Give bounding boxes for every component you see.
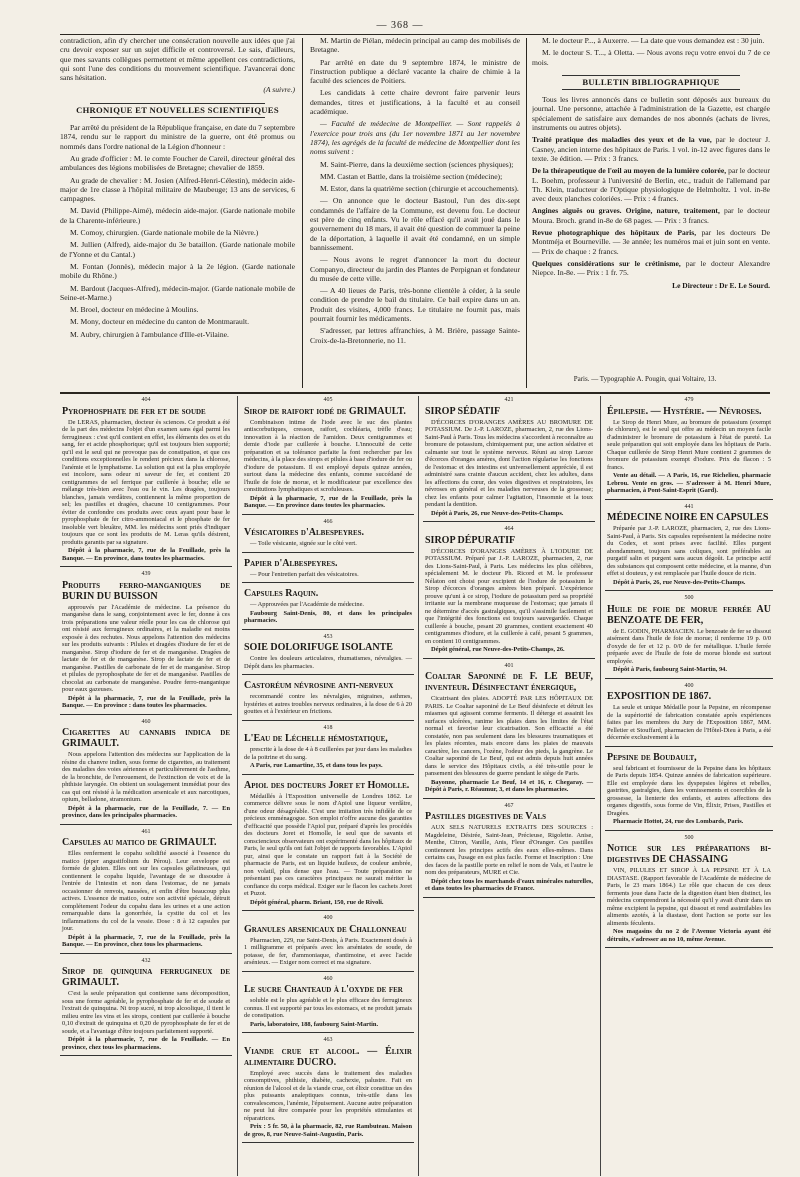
- ad-body: prescrite à la dose de 4 à 8 cuillerées par jour dans les maladies de la poitrine et du sang.: [244, 746, 412, 761]
- column-chronique: [60, 36, 295, 392]
- ad-title: SOIE DOLORIFUGE ISOLANTE: [244, 642, 393, 653]
- ad-depot: Nos magasins du no 2 de l'Avenue Victoria ayant été détruits, s'adresser au no 10, même Avenue.: [607, 928, 771, 943]
- ad-depot: Dépôt à la pharmacie, 7, rue de la Feuillade, près la Banque. — En province, dans toutes les pharmacies.: [62, 547, 230, 562]
- advertisement: [605, 750, 773, 831]
- advertisement: [605, 834, 773, 949]
- column-divider: [526, 38, 527, 388]
- ad-body: Cicatrisant des plaies. ADOPTÉ PAR LES HÔPITAUX DE PARIS. Le Coaltar saponiné de Le Beuf désinfecte et détruit les miasmes qui agissent comme ferments. Il déterge et assainit les surfaces ulcérées, ranime les plaies dans les limites de l'état normal et favorise leur cicatrisation. Son efficacité a été constatée, non pas seulement dans les blessures traumatiques et les plaies récentes, mais encore dans les plaies de mauvais caractère, les cancers, l'ozène, l'odeur des pieds, la gangrène. Le Coaltar saponiné de Le Beuf, qui est admis depuis huit années dans le service des Hôpitaux civils, a été très-utile pour le pansement des blessures de guerre pendant le siège de Paris.: [425, 695, 593, 777]
- ad-body: Combinaison intime de l'iode avec le suc des plantes antiscorbutiques, cresson, raifort, cochléaria, trèfle d'eau; innovation à la réaction de l'amidon. Deux centigrammes et demie d'iode par cuillerée à bouche. L'innocuité de cette préparation et sa tolérance parfaite la font rechercher par les médecins, à la place des sirops et pilules à base d'iodure de fer ou d'iodure de potassium. Il est employé depuis quinze années, surtout dans la médecine des enfants, comme succédané de l'huile de foie de morue, et le modificateur par excellence des constitutions lymphatiques et scrofuleuses.: [244, 418, 412, 493]
- column-nouvelles: [310, 36, 520, 392]
- ad-body: D'ÉCORCES D'ORANGES AMÈRES À L'IODURE DE POTASSIUM. Préparé par J.-P. LAROZE, pharmacien, 2, rue des Lions-Saint-Paul, à Paris. Les médecins les plus célèbres, spécialement M. le docteur Ph. Ricord et M. le professeur Nélaton ont choisi pour excipient de l'iodure de potassium le Sirop d'écorces d'oranges amères bien préparé. L'expérience prouve qu'uni à ce sirop, l'iodure de potassium perd sa propriété irritante sur la membrane muqueuse de l'estomac; que jamais il ne détermine d'accès gastralgiques, qu'il s'assimile facilement et que l'intégrité des fonctions est toujours sauvegardée. Chaque cuillerée à bouche, pesant 20 grammes, contient exactement 40 centigrammes d'iodure, et la cuillerée à café, pesant 5 grammes, en contient 10 centigrammes.: [425, 547, 593, 645]
- advertisement: [60, 718, 232, 825]
- ad-number: 460: [323, 975, 333, 982]
- ad-body: recommandé contre les névralgies, migraines, asthmes, hystéries et autres troubles nerveux ordinaires, à la dose de 6 à 20 gouttes et à l'extérieur en frictions.: [244, 693, 412, 715]
- section-title-chronique: CHRONIQUE ET NOUVELLES SCIENTIFIQUES: [60, 103, 295, 118]
- ad-depot: Bayonne, pharmacie Le Beuf, 14 et 16, r. Chegaray. — Dépôt à Paris, r. Réaumur, 3, et dans les pharmacies.: [425, 778, 593, 793]
- ad-depot: Dépôt à Paris, faubourg Saint-Martin, 94.: [613, 666, 727, 673]
- ad-number: 439: [141, 571, 151, 577]
- ad-depot: Dépôt à la pharmacie, 7, rue de la Feuillade, près la Banque. — En province : dans toutes les pharmacies.: [62, 694, 230, 709]
- advertisement: [242, 396, 414, 515]
- paragraph: MM. Castan et Battle, dans la troisième section (médecine);: [320, 171, 503, 181]
- paragraph: M. Aubry, chirurgien à l'ambulance d'Ille-et-Vilaine.: [70, 329, 229, 339]
- column-divider: [302, 38, 303, 388]
- ad-number: 418: [323, 724, 333, 731]
- ad-depot: Dépôt à la pharmacie, 7, rue de la Feuillade, près la Banque. — En province dans toutes les pharmacies.: [244, 494, 412, 509]
- book-details: par le docteur Alexandre Niepce. In-8e. — Prix : 1 fr. 75.: [532, 258, 770, 278]
- ad-number: 453: [323, 633, 333, 640]
- ad-depot: Dépôt à Paris, 26, rue Neuve-des-Petits-Champs.: [431, 509, 564, 517]
- ad-depot: Dépôt à la pharmacie, 7, rue de la Feuillade. — En province, chez tous les pharmaciens.: [62, 1036, 230, 1051]
- advertisement: [60, 957, 232, 1057]
- advertisement: [423, 396, 595, 522]
- paragraph: M. Saint-Pierre, dans la deuxième section (sciences physiques);: [320, 159, 514, 169]
- ad-depot: Vente au détail. — A Paris, 16, rue Richelieu, pharmacie Lebrou. Vente en gros. — S'adresser à M. Henri Mure, pharmacien, à Pont-Saint-Esprit (Gard).: [607, 472, 771, 494]
- ad-title: Sirop de raifort iodé de GRIMAULT.: [244, 405, 406, 417]
- advertisement: [605, 682, 773, 747]
- ads-separator: [60, 392, 770, 394]
- ad-body: Employé avec succès dans le traitement des maladies consomptives, phthisie, diabète, cachexie, palustre. Fait en réunion de l'alcool et de la viande crue, cet élixir constitue un des plus puissants analeptiques connus, très-utile dans les convalescences, l'anémie, l'épuisement. Aucune autre préparation ne peut lui être comparée pour les propriétés stimulantes et réparatrices.: [244, 1069, 412, 1122]
- advertisement: [242, 518, 414, 553]
- column-divider: [418, 396, 419, 1176]
- ad-body: Contre les douleurs articulaires, rhumatismes, névralgies. — Dépôt dans les pharmacies.: [244, 655, 412, 670]
- advertisement: [605, 503, 773, 592]
- top-rule: [60, 34, 760, 35]
- advertisement: [242, 678, 414, 721]
- ad-body: seul fabricant et fournisseur de la Pepsine dans les hôpitaux de Paris depuis 1854. Quinze années de fabrication supérieure. Elle est employée dans les dyspepsies légères et rebelles, gastrites, gastralgies, dans les vomissements et coercibles de la grossesse, la lienterie des enfants, et autres affections des organes digestifs, sous forme de Vin, Élixir, Prises, Pastilles et Dragées.: [607, 764, 771, 817]
- ad-body: de E. GODIN, PHARMACIEN. Le benzoate de fer se dissout aisément dans l'huile de foie de morue; il renferme 19 p. 0/0 d'oxyde de fer et 12 p. 0/0 de fer métallique. L'huile ferrée préparée avec de l'huile de foie de morue blonde est surtout employée.: [607, 627, 771, 665]
- paragraph: M. le docteur P..., à Auxerre. — La date que vous demandez est : 30 juin.: [542, 36, 765, 45]
- column-bulletin: [532, 36, 770, 376]
- paragraph: — Faculté de médecine de Montpellier. — Sont rappelés à l'exercice pour trois ans (du 1er novembre 1871 au 1er novembre 1874), les agrégés de la faculté de médecine de Montpellier dont les noms suivent :: [310, 119, 520, 157]
- ad-depot: Faubourg Saint-Denis, 80, et dans les principales pharmacies.: [244, 609, 412, 624]
- bulletin-entry: [532, 259, 770, 278]
- ads-column-2: [242, 396, 414, 1174]
- paragraph: M. Broel, docteur en médecine à Moulins.: [70, 305, 199, 315]
- ad-number: 404: [141, 397, 151, 403]
- ad-depot: Dépôt à la pharmacie, rue de la Feuillade, 7. — En province, dans les principales pharmacies.: [62, 804, 230, 819]
- ad-number: 466: [323, 518, 333, 525]
- ad-body: De LERAS, pharmacien, docteur ès sciences. Ce produit a été de la part des médecins l'objet d'un examen sans égal parmi les ferrugineux : c'est qu'il contient en effet, les éléments des os et du sang, fer et acide phosphorique; qu'il est toujours bien supporté; qu'il est le seul qui ne provoque pas de constipation, et que ces conditions exceptionnelles le rendent précieux dans la chlorose, l'anémie et le lymphatisme. La solution qui est la plus employée est incolore, sans odeur ni saveur de fer, et contient 20 centigrammes de sel ferrique par cuillerée à bouche; elle se mélange très-bien avec l'eau ou le vin. Les dragées, toujours blanches, jamais verdâtres, contiennent la même proportion de sel; les pastilles et dragées, chacune 10 centigrammes. Pour éviter de confondre ces produits avec ceux ayant pour base le pyrophosphate de fer citro-ammoniacal et le phosphate de fer insoluble vert bleuâtre, MM. les médecins sont priés d'indiquer toujours que ce sont les produits de M. Leras qu'ils désirent, produits garantis par sa signature.: [62, 418, 230, 546]
- ad-number: 421: [504, 397, 514, 403]
- ad-number: 464: [504, 526, 514, 532]
- ad-title: Vésicatoires d'Albespeyres.: [244, 527, 364, 538]
- book-details: par le docteur J. Casney, ancien interne des hôpitaux de Paris. 1 vol. in-12 avec figures dans le texte. 3e édition. — Prix : 3 francs.: [532, 135, 770, 163]
- paragraph: M. le docteur S. T..., à Oletta. — Nous avons reçu votre envoi du 7 de ce mois.: [532, 48, 770, 67]
- column-divider: [237, 396, 238, 1176]
- bulletin-entry: [532, 228, 770, 256]
- ad-title: L'Eau de Léchelle hémostatique,: [244, 733, 388, 744]
- ad-number: 405: [323, 397, 333, 403]
- ad-body: C'est la seule préparation qui contienne sans décomposition, sous une forme agréable, le pyrophosphate de fer et de soude et l'extrait de quinquina. Ni trop sucré, ni trop alcoolique, il tient le milieu entre les vins et les sirops, contient par cuillerée à bouche 0,10 d'extrait de quinquina et 0,20 de pyrophosphate de fer et de soude, et a l'avantage d'être toujours parfaitement supporté.: [62, 990, 230, 1035]
- bulletin-entry: [532, 206, 770, 225]
- ad-depot: Pharmacie Hottot, 24, rue des Lombards, Paris.: [613, 818, 744, 825]
- ad-number: 441: [684, 503, 694, 510]
- intro-paragraph: contradiction, afin d'y chercher une consécration nouvelle aux idées que j'ai cru devoir exposer sur un sujet difficile et controversé. Le sais, d'ailleurs, que mes savants collègues permettent et même appellent ces contradictions, qui sont l'une des conditions du mouvement scientifique. J'avancerai donc sans hésitation.: [60, 36, 295, 83]
- ad-title: Capsules Raquin.: [244, 588, 319, 599]
- ad-title: Pyrophosphate de fer et de soude: [62, 405, 206, 417]
- ad-depot: Dépôt général, pharm. Briant, 150, rue de Rivoli.: [250, 898, 384, 906]
- ad-depot: Dépôt à Paris, 26, rue Neuve-des-Petits-Champs.: [613, 578, 746, 586]
- advertisement: [242, 556, 414, 584]
- advertisement: [242, 586, 414, 630]
- ad-depot: Dépôt général, rue Neuve-des-Petits-Champs, 26.: [431, 646, 565, 653]
- ad-depot: Dépôt à la pharmacie, 7, rue de la Feuillade, près la Banque. — En province, chez tous les pharmaciens.: [62, 933, 230, 948]
- bulletin-entry: [532, 166, 770, 203]
- paragraph: — Nous avons le regret d'annoncer la mort du docteur Companyo, directeur du jardin des Plantes de Perpignan et fondateur du musée de cette ville.: [310, 255, 520, 283]
- section-title-bulletin: BULLETIN BIBLIOGRAPHIQUE: [532, 75, 770, 90]
- paragraph: M. Jullien (Alfred), aide-major du 3e bataillon. (Garde nationale mobile de l'Yonne et du Cantal.): [60, 240, 295, 259]
- ad-body: Pharmacien, 229, rue Saint-Denis, à Paris. Exactement dosés à 1 milligramme et préparés avec les arséniates de soude, de potasse, de fer, d'ammoniaque, d'antimoine, et avec l'acide arsénieux. — Exiger nom correct et ma signature.: [244, 936, 412, 966]
- paragraph: M. Bardout (Jacques-Alfred), médecin-major. (Garde nationale mobile de Seine-et-Marne.): [60, 283, 295, 302]
- paragraph: M. Mony, docteur en médecine du canton de Montmarault.: [70, 317, 249, 327]
- printer-line: Paris. — Typographie A. Pougin, quai Voltaire, 13.: [573, 375, 717, 383]
- ad-number: 479: [684, 397, 694, 403]
- ad-body: Le Sirop de Henri Mure, au bromure de potassium (exempt de chlorure), est le seul qui offre au médecin un moyen facile d'administrer le bromure de potassium à l'état de pureté. La seule préparation qui soit employée dans les hôpitaux de Paris. Chaque cuillerée de Sirop Henri Mure contient 2 grammes de bromure de potassium exempt d'iodure. Prix du flacon : 5 francs.: [607, 418, 771, 471]
- ad-body: AUX SELS NATURELS EXTRAITS DES SOURCES : Magdeleine, Désirée, Saint-Jean, Précieuse, Rigolette. Anise, Menthe, Citron, Vanille, Anis, Fleur d'Oranger. Ces pastilles contiennent les principes actifs des eaux elles-mêmes. Dans certains cas, l'usage en est plus facile. Forme et Inscription : Une des faces de la pastille porte en relief le nom de Vals, et l'autre le nom des préparateurs, MURE et Cie.: [425, 824, 593, 876]
- book-details: par le docteur L. Boehm, professeur à l'université de Berlin, etc., traduit de l'allemand par Th. Klein, traducteur de l'Optique physiologique de Helmholtz. 1 vol. in-8e avec deux planches coloriées. — Prix : 4 francs.: [532, 166, 770, 204]
- paragraph: Par arrêté du président de la République française, en date du 7 septembre 1874, rendu sur le rapport du ministre de la guerre, ont été promus ou nommés dans l'ordre national de la Légion d'honneur :: [60, 123, 295, 151]
- a-suivre: (A suivre.): [263, 85, 295, 95]
- ad-title: Épilepsie. — Hystérie. — Névroses.: [607, 405, 762, 417]
- ad-title: Viande crue et alcool. — Élixir alimentaire DUCRO.: [244, 1045, 412, 1068]
- ad-body: VIN, PILULES ET SIROP À LA PEPSINE ET À LA DIASTASE. (Rapport favorable de l'Académie de médecine de Paris, le 23 mars 1864.) Le rôle que chacun de ces deux ferments joue dans l'acte de la digestion étant bien distinct, les médecins comprendront la nécessité qu'il y avait d'unir dans un même excipient la pepsine, qui dissout et rend assimilables les aliments azotés, à la diastase, dont l'action se porte sur les aliments féculents.: [607, 867, 771, 927]
- ad-body: soluble est le plus agréable et le plus efficace des ferrugineux connus. Il est supporté par tous les estomacs, et ne produit jamais de constipation.: [244, 997, 412, 1019]
- paragraph: Au grade de chevalier : M. Josien (Alfred-Henri-Célestin), médecin aide-major de 1re classe à l'hôpital militaire de Maubeuge; 13 ans de services, 6 campagnes.: [60, 175, 295, 204]
- advertisement: [423, 802, 595, 898]
- ad-title: MÉDECINE NOIRE EN CAPSULES: [607, 512, 769, 523]
- ad-title: Granules arsenicaux de Challonneau: [244, 923, 407, 935]
- ad-body: D'ÉCORCES D'ORANGES AMÈRES AU BROMURE DE POTASSIUM. De J.-P. LAROZE, pharmacien, 2, rue des Lions-Saint-Paul à Paris. Tous les médecins s'accordent à reconnaître au bromure de potassium, chimiquement pur, une action sédative et calmante sur tout le système nerveux. Réuni au sirop Laroze d'écorces d'oranges amères, dont l'action régularise les fonctions de l'estomac et des intestins est universellement appréciée, il est administré sans crainte d'aucun accident, chez les adultes, dans les affections du cœur, des voies digestives et respiratoires, les névroses en général et les maladies nerveuses de la grossesse; chez les enfants pour calmer l'agitation, l'insomnie et la toux pendant la dentition.: [425, 418, 593, 508]
- paragraph: M. David (Philippe-Aimé), médecin aide-major. (Garde nationale mobile de la Charente-inférieure.): [60, 206, 295, 225]
- paragraph: M. Comoy, chirurgien. (Garde nationale mobile de la Nièvre.): [70, 228, 259, 238]
- ad-title: Notice sur les préparations bi-digestives DE CHASSAING: [607, 843, 771, 865]
- book-details: par les docteurs De Montméja et Bourneville. — 3e année; les numéros mai et juin sont en vente. — Prix de chaque : 2 francs.: [532, 228, 770, 256]
- ad-title: SIROP DÉPURATIF: [425, 534, 516, 546]
- ad-body: La seule et unique Médaille pour la Pepsine, en récompense de la supériorité de fabrication constatée après expériences faites par les membres du Jury de l'Exposition 1867, MM. Pelletier et Stouffard, pharmacien de l'Hôtel-Dieu à Paris, a été décernée exclusivement à la: [607, 704, 771, 741]
- advertisement: [242, 975, 414, 1034]
- book-title: Traité pratique des maladies des yeux et de la vue,: [532, 135, 712, 145]
- ad-depot: Paris, laboratoire, 188, faubourg Saint-Martin.: [250, 1020, 379, 1028]
- director-signature: Le Directeur : Dr E. Le Sourd.: [672, 280, 770, 290]
- ad-title: Cigarettes au cannabis indica de GRIMAULT.: [62, 727, 230, 749]
- book-title: Angines aiguës ou graves. Origine, nature, traitement,: [532, 206, 720, 216]
- ad-title: Papier d'Albespeyres.: [244, 557, 338, 569]
- ad-title: Coaltar Saponiné de F. LE BEUF, inventeur. Désinfectant énergique,: [425, 671, 593, 693]
- paragraph: — On annonce que le docteur Bastoul, l'un des dix-sept condamnés de l'affaire de la Commune, est devenu fou. Le docteur est père de cinq enfants. Vu le rôle effacé qu'il avait joué dans le gouvernement du 18 mars, il avait été question de commuer la peine de la déportation, à laquelle il avait été condamné, en un simple bannissement.: [310, 196, 520, 252]
- paragraph: M. Martin de Piélan, médecin principal au camp des mobilisés de Bretagne.: [310, 36, 520, 55]
- book-title: Quelques considérations sur le crétinisme,: [532, 258, 681, 268]
- advertisement: [60, 396, 232, 567]
- advertisement: [605, 594, 773, 679]
- ad-body: Nous appelons l'attention des médecins sur l'application de la résine du chanvre indien, sous forme de cigarettes, au traitement des maladies des voies aériennes et particulièrement de l'asthme, de la bronchite, de l'enrouement, de l'extinction de voix et de la phthisie laryngée. On obtient un soulagement immédiat pour des cas qui ont résisté à la médication arsenicale et aux narcotiques, opium, belladone, stramonium.: [62, 751, 230, 803]
- ad-body: approuvés par l'Académie de médecine. La présence du manganèse dans le sang, conjointement avec le fer, donne à ces trois préparations une valeur réelle pour les cas de chlorose qui ont résisté aux ferrugineux ordinaires, et la maladie est moins exposée à des rechutes. Nous appelons l'attention des médecins sur les produits suivants : Pilules et dragées d'iodure de fer et de manganèse. Sirop d'iodure de fer et de manganèse. Dragées de lactate de fer et de manganèse. Sirop de lactate de fer et de manganèse. Pastilles de carbonate de fer et de manganèse. Sirop et pilules de pyrophosphate de fer et de manganèse. Pastilles de chocolat au carbonate de manganèse. Poudre ferro-manganique pour eaux gazeuses.: [62, 603, 230, 693]
- ad-title: EXPOSITION DE 1867.: [607, 691, 712, 702]
- ad-number: 400: [323, 915, 333, 921]
- ad-number: 500: [684, 595, 694, 601]
- ad-title: Pepsine de Boudault,: [607, 751, 697, 763]
- ad-body: Médaillés à l'Exposition universelle de Londres 1862. Le commerce délivre sous le nom d'Apiol une liqueur verdâtre, d'une odeur désagréable. C'est une imitation très infidèle de ce précieux emménagogue. Son emploi n'offre aucune des garanties d'efficacité que possède l'Apiol pur, préparé d'après les procédés des docteurs Joret et Homolle, le seul que de savants et consciencieux observateurs ont expérimenté dans les hôpitaux de Paris, le seul qu'ils ont fait l'objet de rapports favorables. L'Apiol pur, ainsi que le constate un rapport fait à la Société de pharmacie de Paris, est un liquide huileux, de couleur ambrée, non volatil, plus dense que l'eau. — Toute préparation ne présentant pas ces caractères principaux ne saurait mériter la confiance du corps médical. Exiger sur le flacon les cachets Joret et Puzot.: [244, 792, 412, 897]
- book-title: De la thérapeutique de l'œil au moyen de la lumière colorée,: [532, 166, 727, 176]
- ad-title: SIROP SÉDATIF: [425, 405, 501, 417]
- ads-column-3: [423, 396, 595, 1174]
- ad-body: — Approuvées par l'Académie de médecine.: [250, 601, 365, 608]
- ads-column-4: [605, 396, 773, 1174]
- paragraph: S'adresser, par lettres affranchies, à M. Brière, passage Sainte-Croix-de-la-Bretonnerie, no 11.: [310, 326, 520, 345]
- advertisement: [242, 778, 414, 912]
- ad-number: 463: [323, 1037, 333, 1043]
- bulletin-intro: Tous les livres annoncés dans ce bulletin sont déposés aux bureaux du journal. Une personne, attachée à l'administration de la Gazette, est chargée spécialement de satisfaire aux demandes de nos abonnés (achats de livres, instruments ou autres objets).: [532, 95, 770, 133]
- advertisement: [242, 724, 414, 775]
- ad-number: 467: [504, 802, 514, 809]
- paragraph: — A 40 lieues de Paris, très-bonne clientèle à céder, à la seule condition de prendre le bail du titulaire. Ce bail expire dans un an. Produit des visites, 4,000 francs. Le titulaire ne fournit pas, mais pourrait fournir les médicaments.: [310, 286, 520, 324]
- ad-number: 500: [684, 834, 694, 841]
- column-divider: [600, 396, 601, 1176]
- book-title: Revue photographique des hôpitaux de Paris,: [532, 228, 697, 238]
- ad-number: 400: [684, 682, 694, 689]
- ad-title: Sirop de quinquina ferrugineux de GRIMAULT.: [62, 966, 230, 988]
- ad-depot: Prix : 5 fr. 50, à la pharmacie, 82, rue Rambuteau. Maison de gros, 8, rue Neuve-Saint-Augustin, Paris.: [244, 1123, 412, 1138]
- advertisement: [242, 633, 414, 676]
- ad-number: 460: [141, 718, 151, 725]
- ad-body: — Pour l'entretien parfait des vésicatoires.: [250, 570, 359, 578]
- ad-title: Capsules au matico de GRIMAULT.: [62, 837, 217, 848]
- advertisement: [423, 662, 595, 799]
- book-details: par le docteur Moura. Broch. grand in-8e de 68 pages. — Prix : 3 francs.: [532, 206, 770, 225]
- ad-title: Huile de foie de morue ferrée AU BENZOATE DE FER,: [607, 603, 771, 626]
- ad-depot: Dépôt chez tous les marchands d'eaux minérales naturelles, et dans toutes les pharmacies de France.: [425, 877, 593, 892]
- advertisement: [60, 828, 232, 954]
- advertisement: [242, 914, 414, 972]
- ad-title: Apiol des docteurs Joret et Homolle.: [244, 779, 410, 791]
- ad-title: Produits ferro-manganiques de BURIN DU BUISSON: [62, 579, 230, 602]
- ad-number: 461: [141, 828, 151, 835]
- ad-title: Le sucre Chanteaud à l'oxyde de fer: [244, 984, 403, 995]
- ad-body: — Toile vésicante, signée sur le côté vert.: [250, 540, 357, 547]
- advertisement: [605, 396, 773, 500]
- page-number: — 368 —: [376, 20, 424, 31]
- ad-title: Castoréum névrosine anti-nerveux: [244, 680, 394, 691]
- advertisement: [242, 1036, 414, 1143]
- paragraph: M. Fontan (Jonnès), médecin major à la 2e légion. (Garde nationale mobile du Rhône.): [60, 261, 295, 281]
- ad-body: Elles renferment le copahu solidifié associé à l'essence du matico (piper angustifolium du Pérou). Leur enveloppe est formée de gluten. Elles ont sur les capsules gélatineuses, qui contiennent le copahu liquide, l'avantage de se dissoudre à l'entrée de l'intestin et non dans l'estomac, de ne jamais occasionner de renvois, nausées, et enfin d'être beaucoup plus actives. L'essence de matico, outre son activité spéciale, détruit complétement l'odeur du copahu dans les urines et a une action remarquable dans la gonorrhée, la cystite du col et les inflammations du col de la vessie. Dose : 8 à 12 capsules par jour.: [62, 850, 230, 932]
- ad-number: 432: [141, 957, 151, 964]
- advertisement: [423, 525, 595, 659]
- paragraph: M. Estor, dans la quatrième section (chirurgie et accouchements).: [320, 184, 519, 194]
- ad-title: Pastilles digestives de Vals: [425, 811, 547, 822]
- ad-body: Préparée par J.-P. LAROZE, pharmacien, 2, rue des Lions-Saint-Paul, à Paris. Six capsules représentent la médecine noire du Codex, et sont prises avec facilité. Elles purgent abondamment, toujours sans coliques, sont préférables au purgatif salin et purgent sans aucun dégoût. Le principe actif des substances qui composent cette médecine, et la manne, d'un effet si douteux, y est remplacée par l'huile douce de ricin.: [607, 525, 771, 577]
- ad-depot: A Paris, rue Lamartine, 35, et dans tous les pays.: [250, 762, 383, 769]
- paragraph: Les candidats à cette chaire devront faire parvenir leurs demandes, titres et justifications, à la faculté et au conseil académique.: [310, 88, 520, 117]
- ads-column-1: [60, 396, 232, 1174]
- bulletin-entry: [532, 135, 770, 163]
- ad-number: 401: [504, 662, 514, 669]
- advertisement: [60, 570, 232, 715]
- paragraph: Par arrêté en date du 9 septembre 1874, le ministre de l'instruction publique a déclaré vacante la chaire de chimie à la faculté des sciences de Poitiers.: [310, 57, 520, 86]
- paragraph: Au grade d'officier : M. le comte Foucher de Careil, directeur général des ambulances des légions mobilisées de Bretagne; chevalier de 1859.: [60, 153, 295, 173]
